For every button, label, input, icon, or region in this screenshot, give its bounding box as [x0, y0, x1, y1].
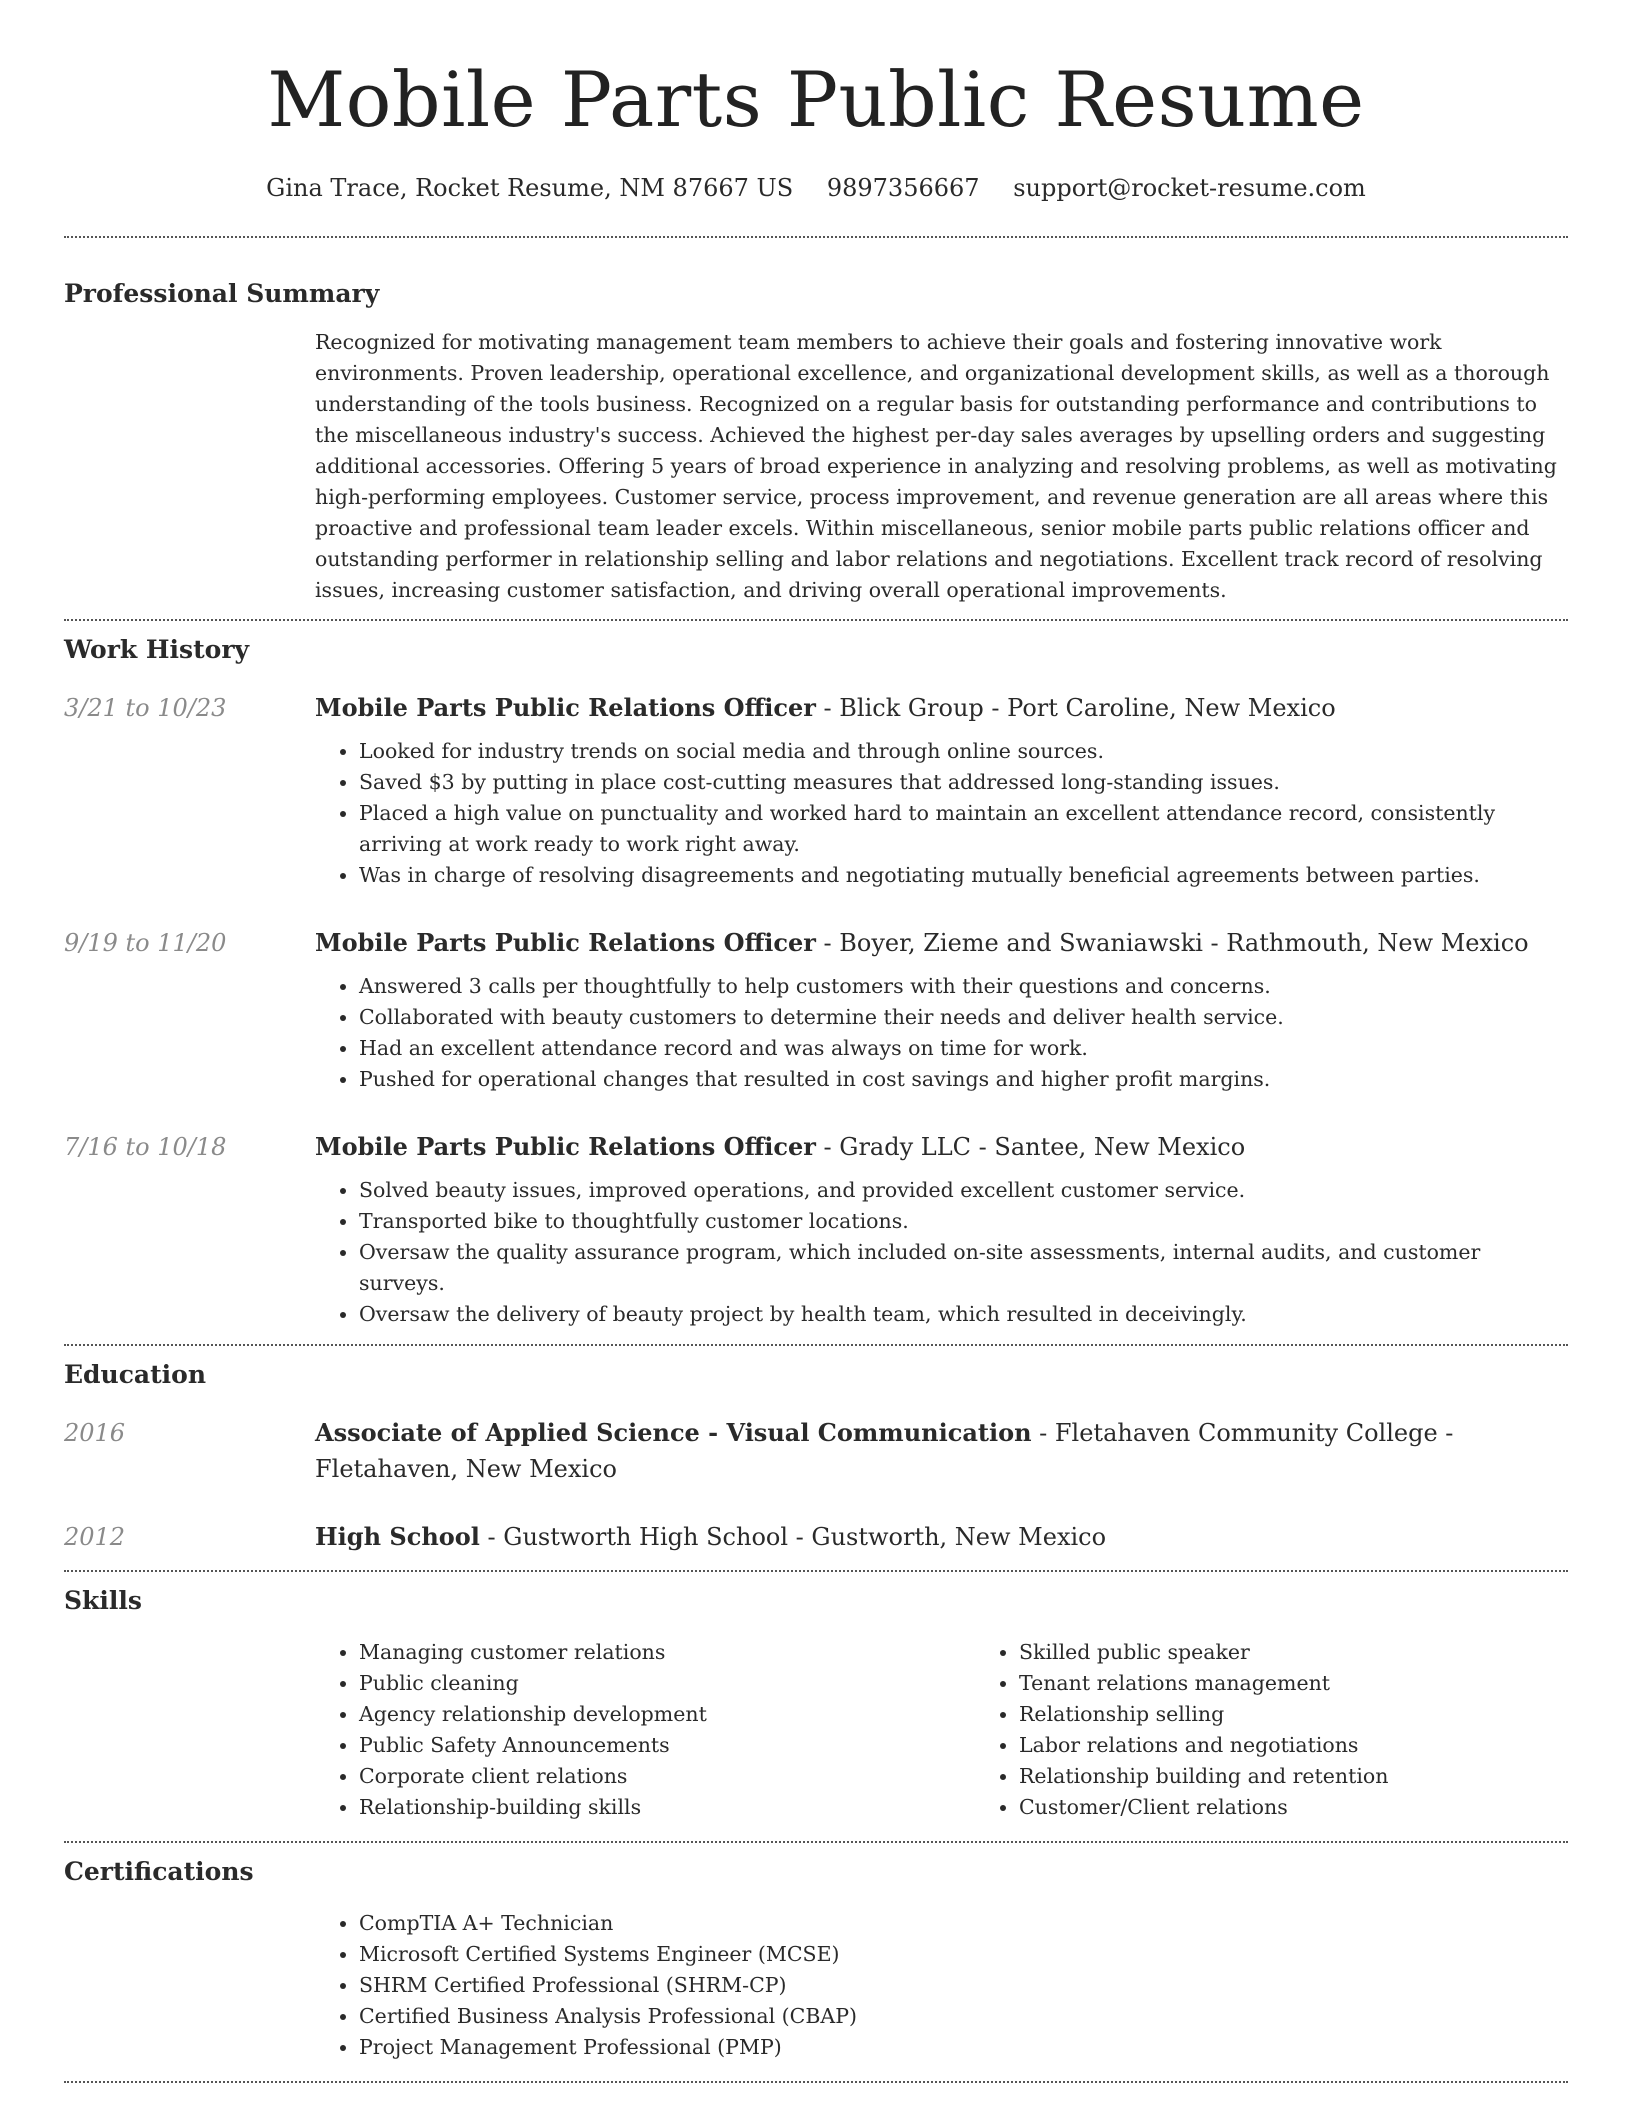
- summary-text: Recognized for motivating management team members to achieve their goals and fostering innovative work environments. Proven leadership, operational excellence, and organizational development skills, as well as a thorough understanding of the tools business. Recognized on a regular basis for outstanding performance and contributions to the miscellaneous industry's success. Achieved the highest per-day sales averages by upselling orders and suggesting additional accessories. Offering 5 years of broad experience in analyzing and resolving problems, as well as motivating high-performing employees. Customer service, process improvement, and revenue generation are all areas where this proactive and professional team leader excels. Within miscellaneous, senior mobile parts public relations officer and outstanding performer in relationship selling and labor relations and negotiations. Excellent track record of resolving issues, increasing customer satisfaction, and driving overall operational improvements.: [315, 330, 1557, 602]
- contact-email: support@rocket-resume.com: [1013, 174, 1366, 202]
- certifications-list-wrap: [315, 1908, 1568, 2063]
- skill-item: • Managing customer relations: [359, 1637, 975, 1668]
- job-heading: [315, 925, 1568, 961]
- list-item: • Answered 3 calls per thoughtfully to help customers with their questions and concerns.: [359, 971, 1568, 1002]
- job-employer-location: - Boyer, Zieme and Swaniawski - Rathmouth, New Mexico: [815, 929, 1529, 957]
- resume-title: Mobile Parts Public Resume: [267, 55, 1365, 144]
- job-heading: [315, 690, 1568, 726]
- divider: [64, 1841, 1568, 1843]
- skill-item: • Agency relationship development: [359, 1699, 975, 1730]
- education-section: [64, 1358, 1568, 1555]
- list-item: • Pushed for operational changes that resulted in cost savings and higher profit margins.: [359, 1064, 1568, 1095]
- divider: [64, 1570, 1568, 1572]
- divider: [64, 2081, 1568, 2083]
- work-history-heading: Work History: [64, 635, 250, 664]
- list-item: • Solved beauty issues, improved operations, and provided excellent customer service.: [359, 1175, 1568, 1206]
- education-details: [315, 1415, 1568, 1487]
- education-school: - Fletahaven Community College - Fletahaven, New Mexico: [315, 1419, 1454, 1483]
- education-entry: [64, 1415, 1568, 1487]
- education-details: [315, 1519, 1568, 1555]
- job-dates: 7/16 to 10/18: [64, 1133, 227, 1161]
- skill-item: • Customer/Client relations: [1019, 1792, 1388, 1823]
- skills-section: [64, 1584, 1568, 1823]
- job-bullets: [315, 736, 1568, 891]
- job-title: Mobile Parts Public Relations Officer: [315, 928, 816, 957]
- skill-item: • Relationship selling: [1019, 1699, 1388, 1730]
- divider: [64, 619, 1568, 621]
- divider: [64, 1344, 1568, 1346]
- list-item: • Placed a high value on punctuality and worked hard to maintain an excellent attendance record, consistently arriving at work ready to work right away.: [359, 798, 1568, 860]
- certification-item: • Microsoft Certified Systems Engineer (MCSE): [359, 1939, 1568, 1970]
- job-details: [315, 690, 1568, 891]
- list-item: • Looked for industry trends on social media and through online sources.: [359, 736, 1568, 767]
- contact-line: [64, 170, 1568, 206]
- education-school: - Gustworth High School - Gustworth, New Mexico: [479, 1523, 1107, 1551]
- job-title: Mobile Parts Public Relations Officer: [315, 693, 816, 722]
- education-year: 2016: [64, 1419, 126, 1447]
- work-history-section: [64, 633, 1568, 1330]
- skill-item: • Public Safety Announcements: [359, 1730, 975, 1761]
- skill-item: • Relationship-building skills: [359, 1792, 975, 1823]
- list-item: • Had an excellent attendance record and was always on time for work.: [359, 1033, 1568, 1064]
- contact-address: Gina Trace, Rocket Resume, NM 87667 US: [266, 174, 794, 202]
- list-item: • Oversaw the delivery of beauty project by health team, which resulted in deceivingly.: [359, 1299, 1568, 1330]
- skills-list-left: [315, 1637, 975, 1823]
- job-dates: 9/19 to 11/20: [64, 929, 227, 957]
- job-bullets: [315, 1175, 1568, 1330]
- certifications-heading: Certifications: [64, 1857, 254, 1886]
- education-degree: Associate of Applied Science - Visual Communication: [315, 1418, 1032, 1447]
- list-item: • Was in charge of resolving disagreements and negotiating mutually beneficial agreements between parties.: [359, 860, 1568, 891]
- summary-section: [64, 277, 1568, 606]
- list-item: • Transported bike to thoughtfully customer locations.: [359, 1206, 1568, 1237]
- skills-heading: Skills: [64, 1586, 142, 1615]
- job-heading: [315, 1129, 1568, 1165]
- list-item: • Oversaw the quality assurance program, which included on-site assessments, internal audits, and customer surveys.: [359, 1237, 1568, 1299]
- skill-item: • Public cleaning: [359, 1668, 975, 1699]
- education-entry: [64, 1519, 1568, 1555]
- job-bullets: [315, 971, 1568, 1095]
- job-entry: [64, 690, 1568, 891]
- job-employer-location: - Grady LLC - Santee, New Mexico: [815, 1133, 1246, 1161]
- list-item: • Collaborated with beauty customers to determine their needs and deliver health service.: [359, 1002, 1568, 1033]
- certification-item: • Project Management Professional (PMP): [359, 2032, 1568, 2063]
- skills-grid: [315, 1637, 1568, 1823]
- contact-phone: 9897356667: [826, 174, 980, 202]
- certifications-section: [64, 1855, 1568, 2063]
- skills-list-right: [975, 1637, 1388, 1823]
- skill-item: • Skilled public speaker: [1019, 1637, 1388, 1668]
- skill-item: • Labor relations and negotiations: [1019, 1730, 1388, 1761]
- divider: [64, 236, 1568, 238]
- list-item: • Saved $3 by putting in place cost-cutting measures that addressed long-standing issues.: [359, 767, 1568, 798]
- certifications-list: [315, 1908, 1568, 2063]
- job-entry: [64, 1129, 1568, 1330]
- certification-item: • SHRM Certified Professional (SHRM-CP): [359, 1970, 1568, 2001]
- summary-heading: Professional Summary: [64, 279, 380, 308]
- education-degree: High School: [315, 1522, 480, 1551]
- certification-item: • Certified Business Analysis Professional (CBAP): [359, 2001, 1568, 2032]
- job-title: Mobile Parts Public Relations Officer: [315, 1132, 816, 1161]
- education-year: 2012: [64, 1523, 126, 1551]
- skill-item: • Corporate client relations: [359, 1761, 975, 1792]
- job-employer-location: - Blick Group - Port Caroline, New Mexico: [815, 694, 1336, 722]
- education-heading: Education: [64, 1360, 207, 1389]
- job-entry: [64, 925, 1568, 1095]
- job-details: [315, 1129, 1568, 1330]
- certification-item: • CompTIA A+ Technician: [359, 1908, 1568, 1939]
- skill-item: • Relationship building and retention: [1019, 1761, 1388, 1792]
- job-dates: 3/21 to 10/23: [64, 694, 227, 722]
- job-details: [315, 925, 1568, 1095]
- skill-item: • Tenant relations management: [1019, 1668, 1388, 1699]
